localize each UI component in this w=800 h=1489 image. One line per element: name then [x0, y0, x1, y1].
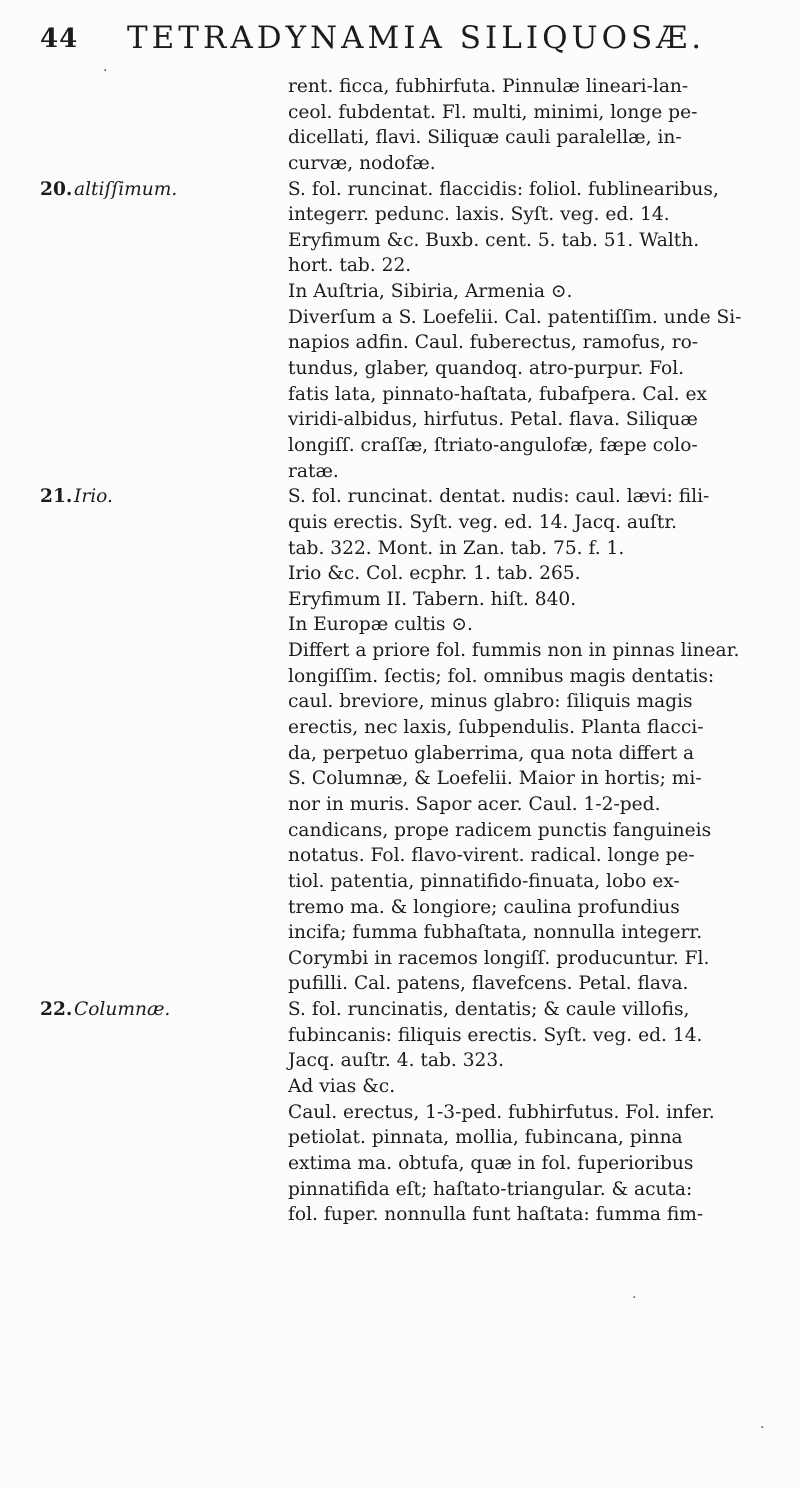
line-text: hort. tab. 22.: [288, 255, 412, 277]
line-text: ratæ.: [288, 460, 339, 482]
running-title: TETRADYNAMIA SILIQUOSÆ.: [127, 20, 706, 56]
line-text: Corymbi in racemos longiſſ. producuntur. Fl.: [288, 947, 710, 969]
text-line: [40, 1125, 780, 1151]
text-line: [40, 305, 780, 331]
print-speck: ·: [760, 1420, 765, 1436]
text-line: [40, 869, 780, 895]
species-name: Irio.: [74, 486, 113, 508]
text-line: [40, 612, 780, 638]
text-line: [40, 971, 780, 997]
line-text: da, perpetuo glaberrima, qua nota differt a: [288, 742, 695, 764]
species-entry-line: [40, 177, 780, 203]
text-line: [40, 74, 780, 100]
text-line: [40, 100, 780, 126]
text-line: [40, 895, 780, 921]
text-line: [40, 843, 780, 869]
line-text: S. fol. runcinat. flaccidis: foliol. fublinearibus,: [287, 178, 719, 200]
text-line: [40, 382, 780, 408]
line-text: viridi-albidus, hirfutus. Petal. flava. Siliquæ: [288, 409, 698, 431]
text-line: [40, 433, 780, 459]
text-line: [40, 1074, 780, 1100]
line-text: curvæ, nodofæ.: [288, 152, 436, 174]
species-entry-line: [40, 484, 780, 510]
text-line: [40, 536, 780, 562]
line-text: dicellati, flavi. Siliquæ cauli paralellæ, in-: [288, 127, 682, 149]
text-line: [40, 664, 780, 690]
species-entry-line: [40, 997, 780, 1023]
page-number: 44: [40, 24, 79, 54]
line-text: In Europæ cultis ⊙.: [288, 614, 473, 636]
line-text: fatis lata, pinnato-haſtata, fubafpera. Cal. ex: [288, 383, 707, 405]
line-text: In Auſtria, Sibiria, Armenia ⊙.: [288, 281, 573, 303]
line-text: fol. fuper. nonnulla funt haſtata: fumma fim-: [288, 1204, 704, 1226]
line-text: erectis, nec laxis, ſubpendulis. Planta flacci-: [288, 717, 704, 739]
text-line: [40, 818, 780, 844]
line-text: Ad vias &c.: [288, 1075, 396, 1097]
line-text: Differt a priore fol. fummis non in pinnas linear.: [288, 640, 740, 662]
text-line: [40, 510, 780, 536]
species-number: 21.: [40, 486, 73, 508]
text-line: [40, 766, 780, 792]
text-line: [40, 1151, 780, 1177]
print-speck: ·: [103, 63, 108, 79]
line-text: extima ma. obtufa, quæ in fol. fuperioribus: [288, 1152, 694, 1174]
line-text: rent. ficca, fubhirfuta. Pinnulæ lineari-lan-: [288, 76, 689, 97]
text-line: [40, 1100, 780, 1126]
text-line: [40, 151, 780, 177]
text-line: [40, 407, 780, 433]
text-line: [40, 1177, 780, 1203]
text-line: [40, 638, 780, 664]
line-text: ceol. fubdentat. Fl. multi, minimi, longe pe-: [288, 101, 698, 123]
line-text: napios adfin. Caul. fuberectus, ramofus, ro-: [288, 332, 699, 354]
text-line: [40, 1048, 780, 1074]
species-name: Columnæ.: [74, 999, 171, 1021]
text-body: [40, 74, 780, 1228]
line-text: Jacq. auſtr. 4. tab. 323.: [288, 1050, 505, 1072]
line-text: petiolat. pinnata, mollia, fubincana, pinna: [288, 1127, 683, 1149]
page-header: [40, 20, 780, 68]
line-text: candicans, prope radicem punctis fanguineis: [288, 819, 712, 841]
line-text: quis erectis. Syſt. veg. ed. 14. Jacq. auſtr.: [288, 511, 678, 533]
line-text: S. fol. runcinat. dentat. nudis: caul. lævi: fili-: [287, 486, 710, 508]
text-line: [40, 689, 780, 715]
species-name: altiſſimum.: [74, 178, 178, 200]
text-line: [40, 356, 780, 382]
line-text: incifa; fumma fubhaſtata, nonnulla integerr.: [288, 922, 703, 944]
text-line: [40, 228, 780, 254]
text-line: [40, 946, 780, 972]
text-line: [40, 920, 780, 946]
line-text: tremo ma. & longiore; caulina profundius: [288, 896, 680, 918]
line-text: integerr. pedunc. laxis. Syſt. veg. ed. 14.: [288, 204, 670, 226]
text-line: [40, 279, 780, 305]
line-text: caul. breviore, minus glabro: ſiliquis magis: [288, 691, 693, 713]
line-text: tundus, glaber, quandoq. atro-purpur. Fol.: [288, 358, 685, 380]
text-line: [40, 459, 780, 485]
line-text: S. Columnæ, & Loefelii. Maior in hortis; mi-: [288, 768, 702, 790]
line-text: Diverſum a S. Loefelii. Cal. patentiſſim. unde Si-: [288, 306, 742, 328]
text-line: [40, 1202, 780, 1228]
text-line: [40, 741, 780, 767]
text-line: [40, 1023, 780, 1049]
line-text: tiol. patentia, pinnatifido-finuata, lobo ex-: [288, 870, 680, 892]
line-text: tab. 322. Mont. in Zan. tab. 75. f. 1.: [288, 537, 625, 559]
text-line: [40, 792, 780, 818]
line-text: pinnatifida eſt; haſtato-triangular. & acuta:: [288, 1178, 693, 1200]
text-line: [40, 125, 780, 151]
text-line: [40, 253, 780, 279]
text-line: [40, 587, 780, 613]
text-line: [40, 715, 780, 741]
line-text: pufilli. Cal. patens, flavefcens. Petal. flava.: [288, 973, 689, 995]
line-text: nor in muris. Sapor acer. Caul. 1-2-ped.: [288, 793, 661, 815]
line-text: longiſſ. craſſæ, ſtriato-angulofæ, fæpe colo-: [288, 434, 698, 456]
text-line: [40, 561, 780, 587]
print-speck: ·: [632, 1290, 637, 1306]
species-number: 20.: [40, 178, 73, 200]
line-text: longiſſim. ſectis; fol. omnibus magis dentatis:: [288, 665, 715, 687]
text-line: [40, 202, 780, 228]
line-text: Irio &c. Col. ecphr. 1. tab. 265.: [288, 563, 581, 585]
line-text: fubincanis: filiquis erectis. Syſt. veg. ed. 14.: [288, 1024, 703, 1046]
line-text: Eryfimum II. Tabern. hiſt. 840.: [288, 588, 577, 610]
line-text: Eryfimum &c. Buxb. cent. 5. tab. 51. Walth.: [288, 229, 700, 251]
species-number: 22.: [40, 999, 73, 1021]
line-text: S. fol. runcinatis, dentatis; & caule villofis,: [287, 999, 690, 1021]
text-line: [40, 330, 780, 356]
line-text: Caul. erectus, 1-3-ped. fubhirfutus. Fol. infer.: [288, 1101, 715, 1123]
line-text: notatus. Fol. flavo-virent. radical. longe pe-: [288, 845, 695, 867]
